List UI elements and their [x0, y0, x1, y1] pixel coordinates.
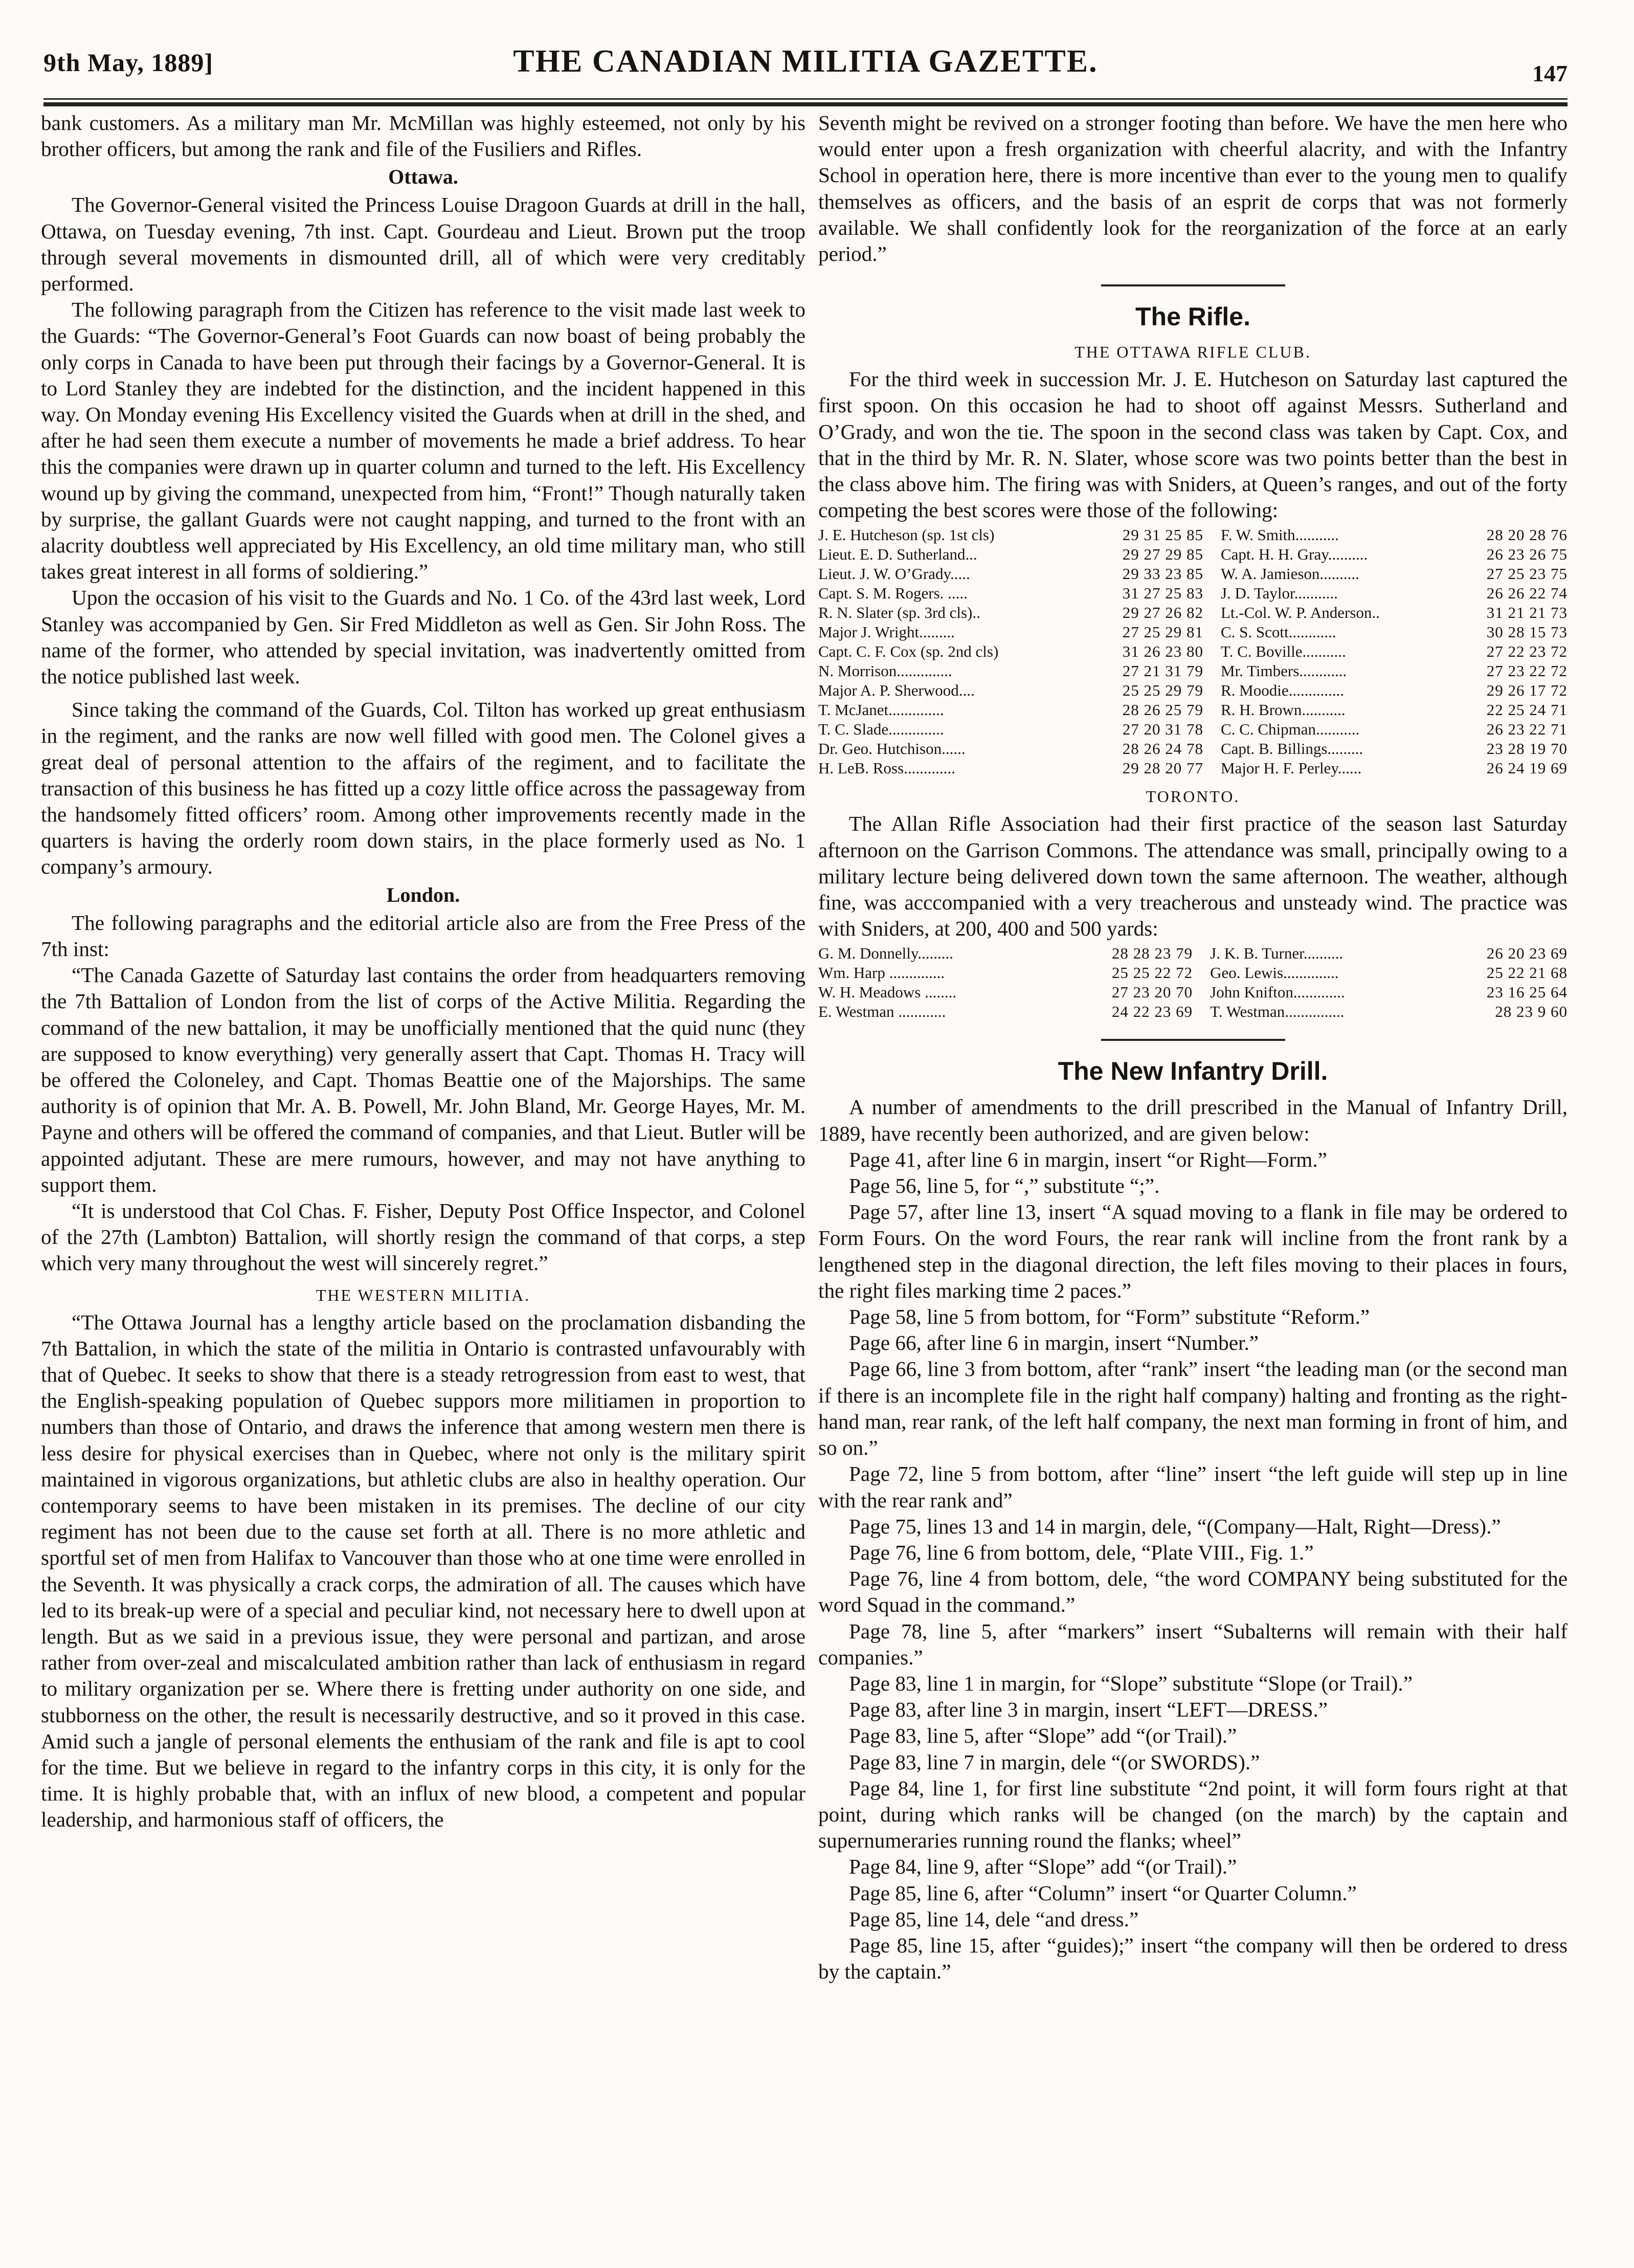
western-militia-heading: THE WESTERN MILITIA. [316, 1285, 531, 1304]
shooter-name: Capt. B. Billings......... [1220, 740, 1363, 758]
shooter-name: Major A. P. Sherwood.... [818, 681, 975, 700]
toronto-paragraph: The Allan Rifle Association had their first practice of the season last Saturday afternoon on the Garrison Commons. The attendance was small, principally owing to a military lecture being delivered down town the same afternoon. The weather, although fine, was acccompanied with a very treacherous and unsteady wind. The practice was with Sniders, at 200, 400 and 500 yards: [818, 812, 1568, 941]
masthead-title: THE CANADIAN MILITIA GAZETTE. [513, 44, 1098, 79]
shooter-name: Lt.-Col. W. P. Anderson.. [1220, 604, 1380, 622]
toronto-scores-table [818, 944, 1568, 1021]
shooter-scores: 31 26 23 80 [1122, 642, 1203, 661]
score-row [818, 720, 1568, 739]
shooter-scores: 26 26 22 74 [1486, 584, 1568, 603]
shooter-name: H. LeB. Ross............. [818, 759, 955, 777]
shooter-scores: 25 25 29 79 [1122, 681, 1203, 700]
drill-amendment: Page 76, line 4 from bottom, dele, “the word COMPANY being substituted for the word Squad in the command.” [818, 1567, 1568, 1617]
score-row [818, 564, 1568, 584]
drill-amendment: Page 83, after line 3 in margin, insert “LEFT—DRESS.” [849, 1698, 1328, 1722]
score-row [818, 700, 1568, 720]
shooter-name: T. Westman............... [1210, 1003, 1345, 1021]
continued-paragraph: Seventh might be revived on a stronger footing than before. We have the men here who would enter upon a fresh organization with cheerful alacrity, and with the Infantry School in operation here, there is more incentive than ever to the young men to qualify themselves as officers, and the basis of an esprit de corps that was not formerly available. We shall confidently look for the reorganization of the force at an early period.” [818, 111, 1568, 266]
score-row [818, 545, 1568, 564]
shooter-name: Capt. C. F. Cox (sp. 2nd cls) [818, 642, 999, 661]
page-number: 147 [1532, 60, 1568, 86]
shooter-scores: 30 28 15 73 [1486, 623, 1568, 641]
london-paragraph: The following paragraphs and the editorial article also are from the Free Press of the 7th inst: [41, 910, 805, 961]
ottawa-paragraph: Upon the occasion of his visit to the Guards and No. 1 Co. of the 43rd last week, Lord Stanley was accompanied by Gen. Sir Fred Middleton as well as Gen. Sir John Ross. The name of the former, who attended by special invitation, was inadvertently omitted from the notice published last week. [41, 586, 805, 688]
score-row [818, 603, 1568, 622]
score-row [818, 622, 1568, 642]
shooter-name: Capt. H. H. Gray.......... [1220, 545, 1368, 564]
drill-amendment: Page 72, line 5 from bottom, after “line” insert “the left guide will step up in line with the rear rank and” [818, 1462, 1568, 1512]
shooter-scores: 28 23 9 60 [1495, 1003, 1568, 1021]
drill-amendment: Page 66, after line 6 in margin, insert “Number.” [849, 1331, 1259, 1355]
shooter-name: E. Westman ............ [818, 1003, 946, 1021]
shooter-name: Mr. Timbers............ [1220, 662, 1347, 680]
drill-amendment: Page 83, line 1 in margin, for “Slope” substitute “Slope (or Trail).” [849, 1671, 1413, 1695]
shooter-name: F. W. Smith........... [1220, 526, 1339, 544]
score-row [818, 739, 1568, 759]
shooter-name: Major J. Wright......... [818, 623, 955, 641]
drill-amendment: Page 56, line 5, for “,” substitute “;”. [849, 1174, 1160, 1198]
shooter-name: Major H. F. Perley...... [1220, 759, 1362, 777]
shooter-scores: 29 27 29 85 [1122, 545, 1203, 564]
shooter-name: R. N. Slater (sp. 3rd cls).. [818, 604, 980, 622]
ottawa-scores-table [818, 525, 1568, 778]
score-row [818, 525, 1568, 545]
infantry-drill-title: The New Infantry Drill. [1058, 1057, 1328, 1086]
drill-amendment: Page 83, line 5, after “Slope” add “(or Trail).” [849, 1724, 1237, 1748]
score-row [818, 584, 1568, 603]
shooter-name: Wm. Harp .............. [818, 964, 945, 982]
shooter-name: C. C. Chipman........... [1220, 720, 1360, 739]
shooter-name: R. H. Brown........... [1220, 701, 1346, 719]
shooter-scores: 31 27 25 83 [1122, 584, 1203, 603]
shooter-scores: 27 20 31 78 [1122, 720, 1203, 739]
london-heading: London. [386, 883, 460, 906]
shooter-name: J. E. Hutcheson (sp. 1st cls) [818, 526, 995, 544]
shooter-scores: 27 22 23 72 [1486, 642, 1568, 661]
shooter-name: N. Morrison.............. [818, 662, 952, 680]
drill-amendment: Page 75, lines 13 and 14 in margin, dele, “(Company—Halt, Right—Dress).” [849, 1514, 1501, 1538]
section-divider [1101, 284, 1285, 286]
score-row [818, 944, 1568, 963]
drill-amendment: Page 58, line 5 from bottom, for “Form” substitute “Reform.” [849, 1305, 1370, 1329]
shooter-scores: 29 33 23 85 [1122, 565, 1203, 583]
shooter-scores: 28 20 28 76 [1486, 526, 1568, 544]
shooter-scores: 27 25 29 81 [1122, 623, 1203, 641]
shooter-name: W. A. Jamieson.......... [1220, 565, 1359, 583]
shooter-name: J. K. B. Turner.......... [1210, 944, 1344, 963]
score-row [818, 983, 1568, 1002]
header-rule-bottom [43, 102, 1568, 106]
drill-amendment: Page 85, line 14, dele “and dress.” [849, 1907, 1139, 1931]
shooter-name: G. M. Donnelly......... [818, 944, 954, 963]
shooter-name: John Knifton............. [1210, 983, 1345, 1002]
shooter-scores: 23 16 25 64 [1486, 983, 1568, 1002]
drill-amendments-list [818, 1147, 1568, 1985]
score-row [818, 642, 1568, 661]
ottawa-paragraph: Since taking the command of the Guards, Col. Tilton has worked up great enthusiasm in the regiment, and the ranks are now well filled with good men. The Colonel gives a great deal of personal attention to the affairs of the regiment, and to facilitate the transaction of this business he has fitted up a cozy little office across the passageway from the handsomely fitted officers’ room. Among other improvements recently made in the quarters is having the orderly room down stairs, in the place formerly used as No. 1 company’s armoury. [41, 698, 805, 879]
shooter-scores: 29 26 17 72 [1486, 681, 1568, 700]
shooter-scores: 28 28 23 79 [1111, 944, 1193, 963]
shooter-scores: 27 23 22 72 [1486, 662, 1568, 680]
shooter-scores: 27 21 31 79 [1122, 662, 1203, 680]
london-paragraph: “The Canada Gazette of Saturday last contains the order from headquarters removing the 7th Battalion of London from the list of corps of the Active Militia. Regarding the command of the new battalion, it may be unofficially mentioned that the quid nunc (they are supposed to know everything) very generally assert that Capt. Thomas H. Tracy will be offered the Coloneley, and Capt. Thomas Beattie one of the Majorships. The same authority is of opinion that Mr. A. B. Powell, Mr. John Bland, Mr. George Hayes, Mr. M. Payne and others will be offered the command of companies, and that Lieut. Butler will be appointed adjutant. These are mere rumours, however, and may not have anything to support them. [41, 963, 805, 1196]
drill-amendment: Page 84, line 9, after “Slope” add “(or Trail).” [849, 1855, 1237, 1879]
shooter-scores: 26 23 22 71 [1486, 720, 1568, 739]
shooter-scores: 27 23 20 70 [1111, 983, 1193, 1002]
shooter-scores: 27 25 23 75 [1486, 565, 1568, 583]
shooter-scores: 23 28 19 70 [1486, 740, 1568, 758]
drill-amendment: Page 66, line 3 from bottom, after “rank” insert “the leading man (or the second man if there is an incomplete file in the right half company) halting and fronting as the right-hand man, rear rank, of the left half company, the next man forming in front of him, and so on.” [818, 1357, 1568, 1460]
shooter-scores: 28 26 25 79 [1122, 701, 1203, 719]
drill-amendment: Page 85, line 6, after “Column” insert “or Quarter Column.” [849, 1881, 1357, 1905]
right-column [818, 110, 1568, 1985]
drill-amendment: Page 41, after line 6 in margin, insert “or Right—Form.” [849, 1147, 1327, 1171]
drill-amendment: Page 57, after line 13, insert “A squad moving to a flank in file may be ordered to Form Fours. On the word Fours, the rear rank will incline from the front rank by a lengthened step in the diagonal direction, the left files moving to their places in fours, the right files marking time 2 paces.” [818, 1200, 1568, 1302]
ottawa-rifle-club-paragraph: For the third week in succession Mr. J. E. Hutcheson on Saturday last captured the first spoon. On this occasion he had to shoot off against Messrs. Sutherland and O’Grady, and won the tie. The spoon in the second class was taken by Capt. Cox, and that in the third by Mr. R. N. Slater, whose score was two points better than the best in the class above him. The firing was with Sniders, at Queen’s ranges, and out of the forty competing the best scores were those of the following: [818, 367, 1568, 522]
shooter-scores: 31 21 21 73 [1486, 604, 1568, 622]
shooter-scores: 26 20 23 69 [1486, 944, 1568, 963]
score-row [818, 759, 1568, 778]
drill-amendment: Page 85, line 15, after “guides);” insert “the company will then be ordered to dress by the captain.” [818, 1933, 1568, 1984]
score-row [818, 1002, 1568, 1021]
shooter-name: T. McJanet.............. [818, 701, 944, 719]
shooter-name: T. C. Slade.............. [818, 720, 944, 739]
score-row [818, 661, 1568, 681]
page-header [43, 43, 1568, 97]
ottawa-paragraph: The Governor-General visited the Princess Louise Dragoon Guards at drill in the hall, Ottawa, on Tuesday evening, 7th inst. Capt. Gourdeau and Lieut. Brown put the troop through several movements in dismounted drill, all of which were very creditably performed. [41, 193, 805, 296]
shooter-name: R. Moodie.............. [1220, 681, 1345, 700]
score-row [818, 963, 1568, 983]
ottawa-paragraph: The following paragraph from the Citizen has reference to the visit made last week to the Guards: “The Governor-General’s Foot Guards can now boast of being probably the only corps in Canada to have been put through their facings by a Governor-General. It is to Lord Stanley they are indebted for the distinction, and the incident happened in this way. On Monday evening His Excellency visited the Guards when at drill in the shed, and after he had seen them execute a number of movements he made a brief address. To hear this the companies were drawn up in quarter column and turned to the left. His Excellency wound up by giving the command, unexpected from him, “Front!” Though naturally taken by surprise, the gallant Guards were not caught napping, and turned to the front with an alacrity doubtless well appreciated by His Excellency, an old time military man, who still takes great interest in all forms of soldiering.” [41, 298, 805, 584]
shooter-name: W. H. Meadows ........ [818, 983, 957, 1002]
shooter-name: Dr. Geo. Hutchison...... [818, 740, 966, 758]
rifle-section-title: The Rifle. [1135, 302, 1251, 331]
shooter-scores: 28 26 24 78 [1122, 740, 1203, 758]
western-militia-paragraph: “The Ottawa Journal has a lengthy article based on the proclamation disbanding the 7th Battalion, in which the state of the militia in Ontario is contrasted unfavourably with that of Quebec. It seeks to show that there is a steady retrogression from east to west, that the English-speaking population of Quebec suppors more militiamen in proportion to numbers than those of Ontario, and draws the inference that among western men there is less desire for physical exercises than in Quebec, where not only is the military spirit maintained in vigorous organizations, but athletic clubs are also in healthy operation. Our contemporary seems to have been mistaken in its premises. The decline of our city regiment has not been due to the cause set forth at all. There is no more athletic and sportful set of men from Halifax to Vancouver than those who at one time were enrolled in the Seventh. It was physically a crack corps, the admiration of all. The causes which have led to its break-up were of a special and peculiar kind, not necessary here to dwell upon at length. But as we said in a previous issue, they were personal and partizan, and arose rather from over-zeal and miscalculated ambition rather than lack of enthusiasm in regard to military organization per se. Where there is fretting under authority on one side, and stubborness on the other, the result is necessarily destructive, and so it proved in this case. Amid such a jangle of personal elements the enthusiam of the rank and file is apt to cool for the time. But we believe in regard to the infantry corps in this city, it is only for the time. It is highly probable that, with an influx of new blood, a competent and popular leadership, and harmonious staff of officers, the [41, 1310, 805, 1832]
drill-amendment: Page 83, line 7 in margin, dele “(or SWORDS).” [849, 1750, 1260, 1774]
toronto-heading: TORONTO. [1146, 787, 1240, 806]
intro-paragraph: bank customers. As a military man Mr. McMillan was highly esteemed, not only by his brother officers, but among the rank and file of the Fusiliers and Rifles. [41, 111, 805, 161]
shooter-name: Geo. Lewis.............. [1210, 964, 1339, 982]
shooter-scores: 26 24 19 69 [1486, 759, 1568, 777]
shooter-scores: 29 31 25 85 [1122, 526, 1203, 544]
drill-amendment: Page 78, line 5, after “markers” insert “Subalterns will remain with their half companies.” [818, 1619, 1568, 1669]
drill-amendment: Page 84, line 1, for first line substitute “2nd point, it will form fours right at that point, during which ranks will be changed (on the march) by the captain and supernumeraries running round the flanks; wheel” [818, 1776, 1568, 1853]
shooter-scores: 26 23 26 75 [1486, 545, 1568, 564]
shooter-scores: 29 28 20 77 [1122, 759, 1203, 777]
shooter-scores: 24 22 23 69 [1111, 1003, 1193, 1021]
section-divider [1101, 1039, 1285, 1041]
shooter-name: Lieut. J. W. O’Grady..... [818, 565, 970, 583]
shooter-scores: 25 22 21 68 [1486, 964, 1568, 982]
drill-intro-paragraph: A number of amendments to the drill prescribed in the Manual of Infantry Drill, 1889, have recently been authorized, and are given below: [818, 1095, 1568, 1145]
drill-amendment: Page 76, line 6 from bottom, dele, “Plate VIII., Fig. 1.” [849, 1540, 1314, 1564]
shooter-name: C. S. Scott............ [1220, 623, 1336, 641]
shooter-scores: 25 25 22 72 [1111, 964, 1193, 982]
issue-date: 9th May, 1889] [43, 48, 214, 77]
ottawa-heading: Ottawa. [388, 165, 458, 189]
ottawa-rifle-club-heading: THE OTTAWA RIFLE CLUB. [1075, 343, 1311, 362]
shooter-name: Lieut. E. D. Sutherland... [818, 545, 977, 564]
score-row [818, 681, 1568, 700]
header-rule-top [43, 98, 1568, 100]
shooter-name: Capt. S. M. Rogers. ..... [818, 584, 968, 603]
shooter-name: J. D. Taylor........... [1220, 584, 1338, 603]
left-column [41, 110, 805, 1833]
shooter-name: T. C. Boville........... [1220, 642, 1346, 661]
london-paragraph: “It is understood that Col Chas. F. Fisher, Deputy Post Office Inspector, and Colonel of the 27th (Lambton) Battalion, will shortly resign the command of that corps, a step which very many throughout the west will sincerely regret.” [41, 1198, 805, 1275]
shooter-scores: 22 25 24 71 [1486, 701, 1568, 719]
shooter-scores: 29 27 26 82 [1122, 604, 1203, 622]
